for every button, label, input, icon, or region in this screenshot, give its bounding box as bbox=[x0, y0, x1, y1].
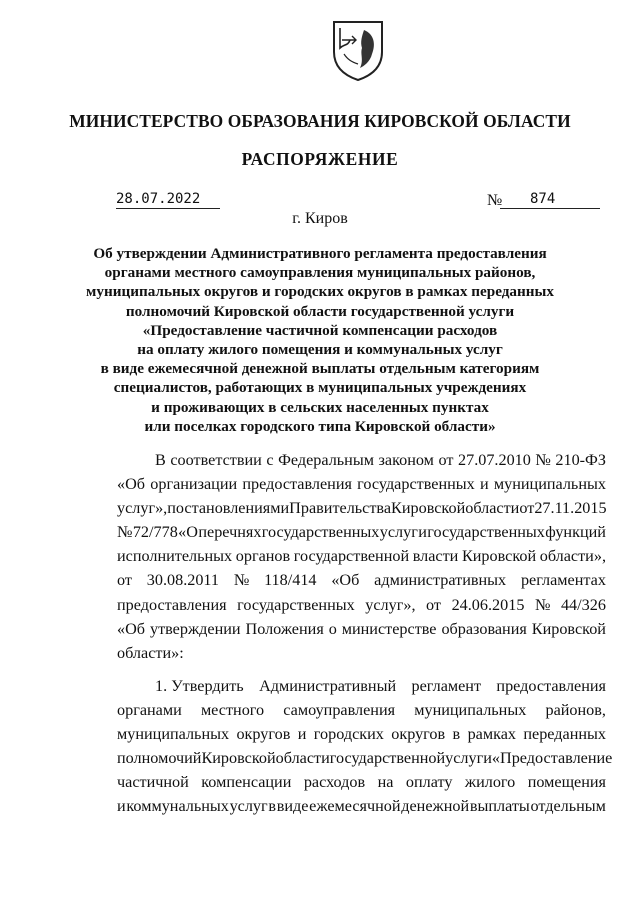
word: «Предоставление bbox=[491, 749, 613, 768]
body-line bbox=[117, 770, 606, 794]
word: в bbox=[452, 725, 461, 744]
word: расходов bbox=[303, 773, 366, 792]
word: 118/414 bbox=[264, 571, 317, 590]
word: и bbox=[479, 475, 489, 494]
word: «Об bbox=[117, 619, 146, 638]
word: от bbox=[426, 595, 442, 614]
word: Федеральным bbox=[278, 451, 374, 469]
body-line bbox=[117, 794, 606, 818]
word: Административный bbox=[259, 676, 397, 695]
word: предоставления bbox=[117, 595, 227, 614]
body-line bbox=[117, 698, 606, 722]
title-line: органами местного самоуправления муниципальных районов, bbox=[104, 264, 536, 282]
word: регламентах bbox=[520, 571, 606, 590]
word: постановлениями bbox=[167, 499, 290, 518]
word: муниципальных bbox=[414, 700, 527, 719]
word: органов bbox=[235, 547, 291, 566]
word: органами bbox=[117, 700, 182, 719]
title-line: полномочий Кировской области государственной услуги bbox=[125, 302, 515, 320]
word: 44/326 bbox=[560, 595, 606, 614]
word: услуг bbox=[229, 797, 268, 816]
body-line bbox=[117, 641, 606, 665]
word: ежемесячной bbox=[309, 797, 401, 816]
word: коммунальных bbox=[126, 797, 229, 816]
word: о bbox=[328, 619, 337, 638]
word: области bbox=[275, 749, 330, 768]
word: с bbox=[266, 451, 274, 469]
word: в bbox=[268, 797, 277, 816]
word: компенсации bbox=[201, 773, 292, 792]
word: муниципальных bbox=[493, 475, 606, 494]
word: «Об bbox=[331, 571, 360, 590]
word: регламент bbox=[411, 676, 482, 695]
word: переданных bbox=[523, 725, 606, 744]
document-date: 28.07.2022 bbox=[116, 190, 220, 209]
title-line: на оплату жилого помещения и коммунальных услуг bbox=[137, 341, 503, 359]
word: предоставления bbox=[496, 676, 606, 695]
word: Кировской bbox=[201, 749, 276, 768]
body-line bbox=[117, 617, 606, 641]
body-line bbox=[117, 674, 606, 698]
word: предоставления bbox=[242, 475, 352, 494]
word: услуги bbox=[445, 749, 492, 768]
body-line bbox=[117, 448, 606, 472]
word: власти bbox=[412, 547, 459, 566]
word: от bbox=[438, 451, 454, 469]
word: округов bbox=[236, 725, 291, 744]
word: «Об bbox=[117, 475, 146, 494]
title-line: в виде ежемесячной денежной выплаты отдельным категориям bbox=[100, 360, 540, 378]
word: 24.06.2015 bbox=[451, 595, 525, 614]
word: государственных bbox=[237, 595, 355, 614]
body-line bbox=[117, 496, 606, 520]
word: утверждении bbox=[149, 619, 241, 638]
word: местного bbox=[200, 700, 265, 719]
word: услуг bbox=[379, 523, 418, 542]
coat-of-arms-emblem bbox=[330, 18, 386, 82]
word: районов, bbox=[545, 700, 606, 719]
ministry-heading: МИНИСТЕРСТВО ОБРАЗОВАНИЯ КИРОВСКОЙ ОБЛАСТИ bbox=[69, 111, 571, 131]
word: Кировской bbox=[461, 547, 537, 566]
word: 72/778 bbox=[132, 523, 178, 542]
word: муниципальных bbox=[117, 725, 230, 744]
word: Правительства bbox=[289, 499, 392, 518]
word: Кировской bbox=[391, 499, 466, 518]
document-title bbox=[80, 244, 560, 436]
word: 210-ФЗ bbox=[555, 451, 606, 469]
word: законом bbox=[378, 451, 434, 469]
word: Положения bbox=[245, 619, 324, 638]
word: услуг», bbox=[117, 499, 168, 518]
title-line: специалистов, работающих в муниципальных учреждениях bbox=[113, 379, 527, 397]
word: от bbox=[117, 571, 132, 590]
word: и bbox=[297, 725, 307, 744]
word: № bbox=[233, 571, 250, 590]
paragraph-gap bbox=[117, 665, 606, 674]
word: государственных bbox=[427, 523, 545, 542]
title-line: или поселках городского типа Кировской области» bbox=[144, 417, 496, 435]
word: № bbox=[534, 595, 551, 614]
word: выплаты bbox=[469, 797, 530, 816]
word: исполнительных bbox=[117, 547, 233, 566]
body-line bbox=[117, 568, 606, 592]
word: отдельным bbox=[530, 797, 606, 816]
word: государственных bbox=[357, 475, 475, 494]
body-line bbox=[117, 544, 606, 568]
title-line: и проживающих в сельских населенных пунктах bbox=[151, 398, 489, 416]
title-line: «Предоставление частичной компенсации расходов bbox=[142, 321, 498, 339]
city: г. Киров bbox=[292, 210, 348, 227]
word: области bbox=[465, 499, 520, 518]
word: самоуправления bbox=[283, 700, 396, 719]
word: частичной bbox=[117, 773, 189, 792]
word: рамках bbox=[467, 725, 516, 744]
body-line bbox=[117, 593, 606, 617]
word: жилого bbox=[464, 773, 516, 792]
word: государственной bbox=[329, 749, 446, 768]
word: области»: bbox=[117, 643, 184, 662]
word: 1. Утвердить bbox=[155, 676, 244, 695]
word: В bbox=[155, 451, 166, 469]
word: оплату bbox=[405, 773, 453, 792]
word: государственных bbox=[261, 523, 380, 542]
word: соответствии bbox=[170, 451, 262, 469]
word: № bbox=[117, 523, 133, 542]
word: услуг», bbox=[365, 595, 416, 614]
word: государственной bbox=[293, 547, 410, 566]
word: № bbox=[535, 451, 551, 469]
word: области», bbox=[539, 547, 606, 566]
number-label: № bbox=[487, 192, 503, 209]
title-line: муниципальных округов и городских округов в рамках переданных bbox=[86, 283, 554, 301]
word: Кировской bbox=[531, 619, 606, 638]
body-line bbox=[117, 746, 613, 770]
word: и bbox=[117, 797, 126, 816]
word: «О bbox=[178, 523, 198, 542]
word: полномочий bbox=[117, 749, 202, 768]
word: функций bbox=[545, 523, 606, 542]
word: от bbox=[519, 499, 535, 518]
body-line bbox=[117, 472, 606, 496]
word: образования bbox=[441, 619, 527, 638]
word: 27.07.2010 bbox=[458, 451, 531, 469]
word: денежной bbox=[401, 797, 470, 816]
body-line bbox=[117, 520, 606, 544]
document-body bbox=[117, 448, 613, 818]
word: министерстве bbox=[341, 619, 437, 638]
word: организации bbox=[150, 475, 238, 494]
word: виде bbox=[276, 797, 309, 816]
word: округов bbox=[391, 725, 446, 744]
word: помещения bbox=[527, 773, 606, 792]
title-line: Об утверждении Административного регламента предоставления bbox=[93, 245, 547, 262]
word: городских bbox=[313, 725, 384, 744]
word: на bbox=[377, 773, 394, 792]
document-number: 874 bbox=[500, 190, 600, 209]
word: и bbox=[418, 523, 427, 542]
body-line bbox=[117, 722, 606, 746]
document-type: РАСПОРЯЖЕНИЕ bbox=[241, 149, 399, 169]
word: 27.11.2015 bbox=[534, 499, 607, 518]
word: административных bbox=[374, 571, 507, 590]
word: 30.08.2011 bbox=[146, 571, 220, 590]
word: перечнях bbox=[198, 523, 262, 542]
